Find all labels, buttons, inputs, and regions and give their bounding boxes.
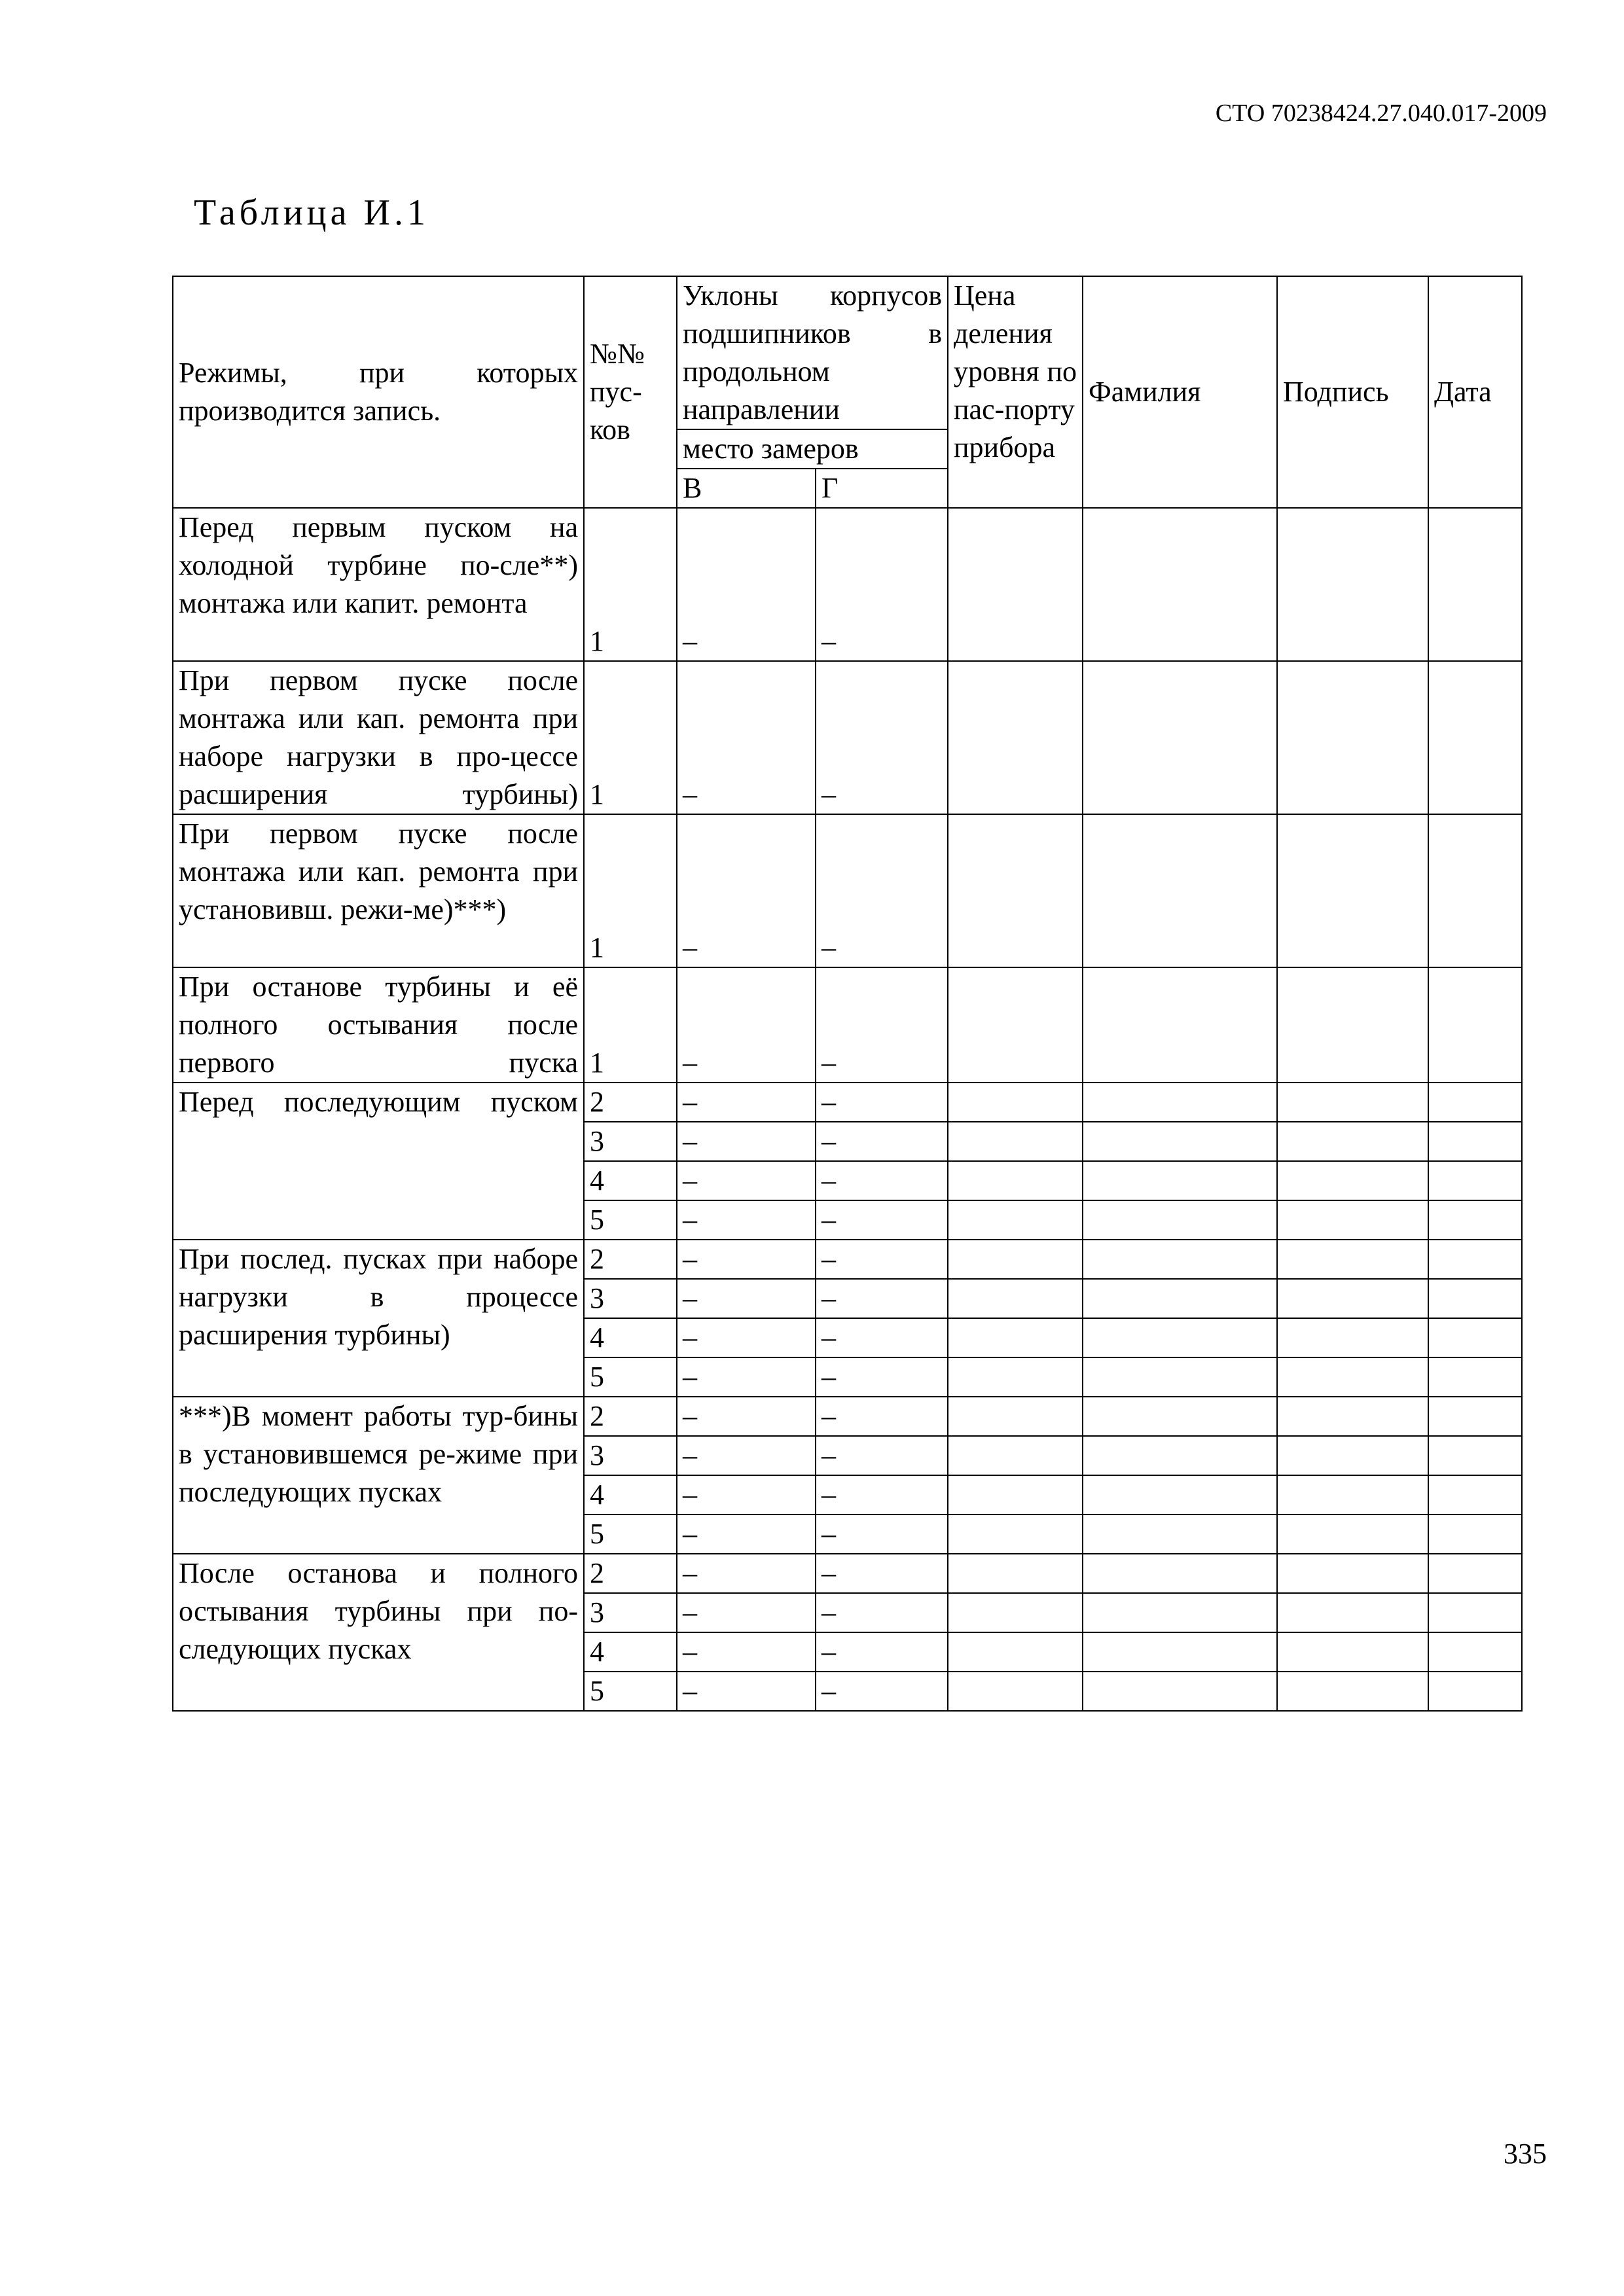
surname-cell	[1083, 1279, 1277, 1318]
start-number-cell: 4	[584, 1318, 677, 1357]
price-cell	[948, 508, 1083, 661]
surname-cell	[1083, 1436, 1277, 1475]
date-cell	[1428, 967, 1522, 1083]
signature-cell	[1277, 1122, 1428, 1161]
surname-cell	[1083, 1083, 1277, 1122]
price-cell	[948, 1632, 1083, 1672]
date-cell	[1428, 1515, 1522, 1554]
slope-g-cell: –	[816, 661, 948, 814]
slope-g-cell: –	[816, 1515, 948, 1554]
date-cell	[1428, 1554, 1522, 1593]
price-cell	[948, 1122, 1083, 1161]
start-number-cell: 3	[584, 1122, 677, 1161]
date-cell	[1428, 1475, 1522, 1515]
mode-cell: После останова и полного остывания турбины при по-следующих пусках	[173, 1554, 584, 1711]
page-number: 335	[1504, 2138, 1547, 2170]
slope-g-cell: –	[816, 1083, 948, 1122]
date-cell	[1428, 1672, 1522, 1711]
table-row	[173, 1240, 1522, 1279]
slope-v-cell: –	[677, 1279, 816, 1318]
mode-cell: При послед. пусках при наборе нагрузки в процессе расширения турбины)	[173, 1240, 584, 1397]
signature-cell	[1277, 1318, 1428, 1357]
slope-g-cell: –	[816, 1279, 948, 1318]
slope-g-cell: –	[816, 1475, 948, 1515]
header-slope: Уклоны корпусов подшипников в продольном направлении	[677, 276, 948, 429]
slope-g-cell: –	[816, 1397, 948, 1436]
mode-cell: Перед первым пуском на холодной турбине по-сле**) монтажа или капит. ремонта	[173, 508, 584, 661]
date-cell	[1428, 814, 1522, 967]
slope-v-cell: –	[677, 1672, 816, 1711]
start-number-cell: 1	[584, 967, 677, 1083]
slope-g-cell: –	[816, 1672, 948, 1711]
price-cell	[948, 1672, 1083, 1711]
start-number-cell: 5	[584, 1200, 677, 1240]
table-title: Таблица И.1	[194, 192, 429, 233]
price-cell	[948, 1200, 1083, 1240]
date-cell	[1428, 1279, 1522, 1318]
slope-v-cell: –	[677, 1318, 816, 1357]
price-cell	[948, 1515, 1083, 1554]
signature-cell	[1277, 508, 1428, 661]
slope-g-cell: –	[816, 1593, 948, 1632]
header-col-v: В	[677, 469, 816, 508]
date-cell	[1428, 1436, 1522, 1475]
slope-g-cell: –	[816, 1161, 948, 1200]
mode-cell: Перед последующим пуском	[173, 1083, 584, 1240]
surname-cell	[1083, 1240, 1277, 1279]
date-cell	[1428, 1357, 1522, 1397]
surname-cell	[1083, 1632, 1277, 1672]
header-date: Дата	[1428, 276, 1522, 508]
slope-g-cell: –	[816, 508, 948, 661]
date-cell	[1428, 508, 1522, 661]
mode-cell: ***)В момент работы тур-бины в установившемся ре-жиме при последующих пусках	[173, 1397, 584, 1554]
slope-v-cell: –	[677, 1632, 816, 1672]
start-number-cell: 2	[584, 1397, 677, 1436]
table-row	[173, 1083, 1522, 1122]
price-cell	[948, 1083, 1083, 1122]
surname-cell	[1083, 1475, 1277, 1515]
date-cell	[1428, 1200, 1522, 1240]
document-code: СТО 70238424.27.040.017-2009	[1215, 99, 1547, 127]
surname-cell	[1083, 967, 1277, 1083]
price-cell	[948, 1357, 1083, 1397]
table-row	[173, 967, 1522, 1083]
header-starts-no: №№ пус-ков	[584, 276, 677, 508]
surname-cell	[1083, 1357, 1277, 1397]
signature-cell	[1277, 1475, 1428, 1515]
slope-v-cell: –	[677, 1083, 816, 1122]
start-number-cell: 1	[584, 814, 677, 967]
start-number-cell: 3	[584, 1279, 677, 1318]
signature-cell	[1277, 1161, 1428, 1200]
surname-cell	[1083, 1200, 1277, 1240]
surname-cell	[1083, 1515, 1277, 1554]
slope-g-cell: –	[816, 967, 948, 1083]
signature-cell	[1277, 1436, 1428, 1475]
table-row	[173, 1397, 1522, 1436]
price-cell	[948, 967, 1083, 1083]
signature-cell	[1277, 1554, 1428, 1593]
surname-cell	[1083, 1122, 1277, 1161]
date-cell	[1428, 661, 1522, 814]
start-number-cell: 5	[584, 1672, 677, 1711]
signature-cell	[1277, 1593, 1428, 1632]
price-cell	[948, 1318, 1083, 1357]
header-measure-place: место замеров	[677, 429, 948, 469]
surname-cell	[1083, 1397, 1277, 1436]
recording-table	[172, 276, 1523, 1712]
date-cell	[1428, 1397, 1522, 1436]
slope-v-cell: –	[677, 1436, 816, 1475]
price-cell	[948, 1279, 1083, 1318]
slope-g-cell: –	[816, 1632, 948, 1672]
price-cell	[948, 1240, 1083, 1279]
mode-cell: При первом пуске после монтажа или кап. ремонта при установивш. режи-ме)***)	[173, 814, 584, 967]
start-number-cell: 1	[584, 661, 677, 814]
signature-cell	[1277, 814, 1428, 967]
slope-v-cell: –	[677, 1240, 816, 1279]
surname-cell	[1083, 1593, 1277, 1632]
date-cell	[1428, 1632, 1522, 1672]
price-cell	[948, 1161, 1083, 1200]
header-price: Цена деления уровня по пас-порту прибора	[948, 276, 1083, 508]
slope-v-cell: –	[677, 1357, 816, 1397]
slope-v-cell: –	[677, 1475, 816, 1515]
surname-cell	[1083, 508, 1277, 661]
mode-cell: При первом пуске после монтажа или кап. ремонта при наборе нагрузки в про-цессе расширения турбины)	[173, 661, 584, 814]
signature-cell	[1277, 1240, 1428, 1279]
surname-cell	[1083, 1554, 1277, 1593]
signature-cell	[1277, 1279, 1428, 1318]
surname-cell	[1083, 1161, 1277, 1200]
surname-cell	[1083, 814, 1277, 967]
signature-cell	[1277, 1632, 1428, 1672]
start-number-cell: 3	[584, 1436, 677, 1475]
signature-cell	[1277, 1515, 1428, 1554]
start-number-cell: 3	[584, 1593, 677, 1632]
slope-v-cell: –	[677, 1161, 816, 1200]
slope-v-cell: –	[677, 508, 816, 661]
price-cell	[948, 1475, 1083, 1515]
slope-g-cell: –	[816, 1357, 948, 1397]
slope-v-cell: –	[677, 1515, 816, 1554]
signature-cell	[1277, 1083, 1428, 1122]
slope-g-cell: –	[816, 1318, 948, 1357]
surname-cell	[1083, 661, 1277, 814]
table-row	[173, 1554, 1522, 1593]
mode-cell: При останове турбины и её полного остывания после первого пуска	[173, 967, 584, 1083]
slope-g-cell: –	[816, 1436, 948, 1475]
signature-cell	[1277, 1357, 1428, 1397]
signature-cell	[1277, 1200, 1428, 1240]
signature-cell	[1277, 1672, 1428, 1711]
slope-v-cell: –	[677, 1593, 816, 1632]
date-cell	[1428, 1240, 1522, 1279]
start-number-cell: 4	[584, 1632, 677, 1672]
slope-g-cell: –	[816, 814, 948, 967]
date-cell	[1428, 1593, 1522, 1632]
surname-cell	[1083, 1318, 1277, 1357]
start-number-cell: 2	[584, 1554, 677, 1593]
date-cell	[1428, 1161, 1522, 1200]
start-number-cell: 4	[584, 1475, 677, 1515]
slope-g-cell: –	[816, 1200, 948, 1240]
slope-v-cell: –	[677, 814, 816, 967]
signature-cell	[1277, 661, 1428, 814]
start-number-cell: 5	[584, 1357, 677, 1397]
price-cell	[948, 661, 1083, 814]
slope-v-cell: –	[677, 1554, 816, 1593]
header-mode: Режимы, при которых производится запись.	[173, 276, 584, 508]
table-row	[173, 814, 1522, 967]
slope-g-cell: –	[816, 1240, 948, 1279]
header-signature: Подпись	[1277, 276, 1428, 508]
price-cell	[948, 1397, 1083, 1436]
signature-cell	[1277, 967, 1428, 1083]
signature-cell	[1277, 1397, 1428, 1436]
table-row	[173, 661, 1522, 814]
date-cell	[1428, 1318, 1522, 1357]
date-cell	[1428, 1122, 1522, 1161]
price-cell	[948, 1554, 1083, 1593]
surname-cell	[1083, 1672, 1277, 1711]
slope-v-cell: –	[677, 661, 816, 814]
start-number-cell: 5	[584, 1515, 677, 1554]
header-col-g: Г	[816, 469, 948, 508]
price-cell	[948, 814, 1083, 967]
start-number-cell: 4	[584, 1161, 677, 1200]
date-cell	[1428, 1083, 1522, 1122]
slope-v-cell: –	[677, 1122, 816, 1161]
price-cell	[948, 1593, 1083, 1632]
header-surname: Фамилия	[1083, 276, 1277, 508]
start-number-cell: 1	[584, 508, 677, 661]
table-row	[173, 508, 1522, 661]
slope-v-cell: –	[677, 1397, 816, 1436]
start-number-cell: 2	[584, 1240, 677, 1279]
price-cell	[948, 1436, 1083, 1475]
slope-g-cell: –	[816, 1122, 948, 1161]
start-number-cell: 2	[584, 1083, 677, 1122]
slope-v-cell: –	[677, 1200, 816, 1240]
slope-g-cell: –	[816, 1554, 948, 1593]
slope-v-cell: –	[677, 967, 816, 1083]
